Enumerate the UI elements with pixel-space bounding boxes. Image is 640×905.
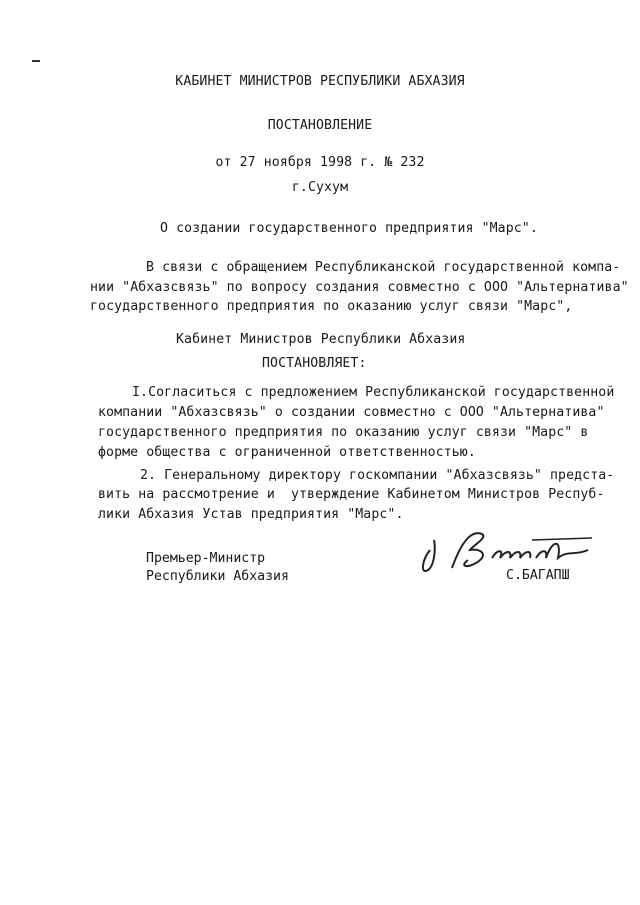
scan-mark	[32, 60, 40, 62]
date-line: от 27 ноября 1998 г. № 232	[215, 155, 425, 170]
subject-line: О создании государственного предприятия "Марс".	[160, 221, 538, 236]
item1-line-4: форме общества с ограниченной ответственностью.	[98, 445, 476, 460]
resolves-line: ПОСТАНОВЛЯЕТ:	[262, 356, 367, 371]
signatory-title-line-2: Республики Абхазия	[146, 569, 289, 584]
signatory-title-line-1: Премьер-Министр	[146, 551, 266, 566]
document-type: ПОСТАНОВЛЕНИЕ	[267, 118, 373, 133]
item1-line-3: государственного предприятия по оказанию услуг связи "Марс" в	[98, 425, 589, 440]
preamble-line-1: В связи с обращением Республиканской государственной компа-	[146, 260, 621, 275]
item2-line-3: лики Абхазия Устав предприятия "Марс".	[98, 507, 404, 522]
cabinet-header: КАБИНЕТ МИНИСТРОВ РЕСПУБЛИКИ АБХАЗИЯ	[175, 74, 465, 89]
issuer-line: Кабинет Министров Республики Абхазия	[176, 332, 466, 347]
signatory-title	[146, 550, 289, 586]
preamble-line-3: государственного предприятия по оказанию услуг связи "Марс",	[90, 299, 573, 314]
city: г.Сухум	[291, 180, 349, 195]
item1-line-1: I.Согласиться с предложением Республиканской государственной	[132, 385, 615, 400]
preamble-line-2: нии "Абхазсвязь" по вопросу создания совместно с ООО "Альтернатива"	[90, 280, 629, 295]
item1-line-2: компании "Абхазсвязь" о создании совместно с ООО "Альтернатива"	[98, 405, 605, 420]
item2-line-2: вить на рассмотрение и утверждение Кабинетом Министров Респуб-	[98, 487, 605, 502]
signatory-name: С.БАГАПШ	[506, 568, 570, 583]
item2-line-1: 2. Генеральному директору госкомпании "Абхазсвязь" предста-	[140, 468, 615, 483]
